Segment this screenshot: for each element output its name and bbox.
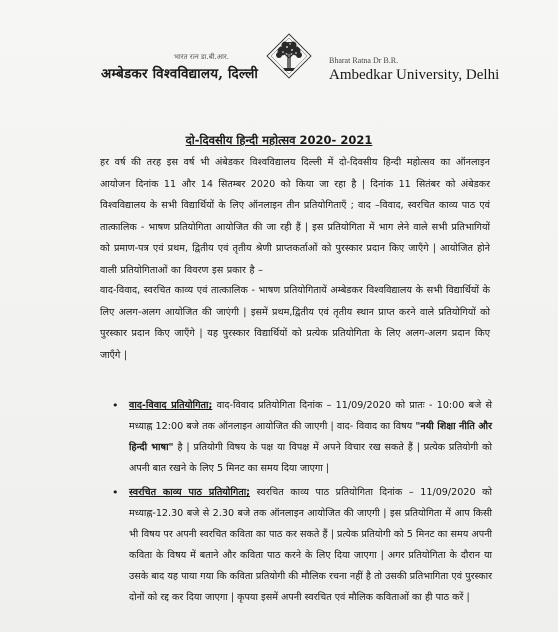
list-item	[112, 395, 492, 479]
english-university-name: Ambedkar University, Delhi	[329, 67, 500, 83]
document-title: दो-दिवसीय हिन्दी महोत्सव 2020- 2021	[185, 133, 373, 147]
poetry-heading: स्वरचित काव्य पाठ प्रतियोगिता;	[129, 487, 251, 498]
debate-text: वाद-विवाद प्रतियोगिता दिनांक – 11/09/2020 को प्रातः - 10:00 बजे से मध्याह्न 12:00 बजे तक ऑनलाइन आयोजित की जाएगी | वाद- विवाद का विषय	[129, 400, 492, 432]
bullet-icon: •	[112, 486, 119, 499]
english-small-header: Bharat Ratna Dr B.R.	[329, 56, 399, 65]
hindi-university-name: अम्बेडकर विश्वविद्यालय, दिल्ली	[101, 66, 259, 82]
debate-topic: "नयी शिक्षा नीति और हिन्दी भाषा"	[129, 421, 492, 453]
hindi-small-header: भारत रत्न डा.बी.आर.	[174, 53, 229, 61]
poetry-text: स्वरचित काव्य पाठ प्रतियोगिता दिनांक – 11/09/2020 को मध्याह्न-12.30 बजे से 2.30 बजे तक ऑनलाइन आयोजित की जाएगी | इस प्रतियोगिता में आप किसी भी विषय पर अपनी स्वरचित कविता का पाठ कर सकते हैं | प्रत्येक प्रतियोगी को 5 मिनट का समय अपनी कविता के विषय में बताने और कविता पाठ करने के लिए दिया जाएगा | अगर प्रतियोगिता के दौरान या उसके बाद यह पाया गया कि कविता प्रतियोगी की मौलिक रचना नहीं है तो उसकी प्रतिभागिता एवं पुरस्कार दोनों को रद्द कर दिया जाएगा | कृपया इसमें अपनी स्वरचित एवं मौलिक कविताओं का ही पाठ करें |	[129, 487, 493, 603]
tree-emblem-icon	[259, 32, 319, 84]
debate-text-end: है | प्रतियोगी विषय के पक्ष या विपक्ष में अपने विचार रख सकते हैं | प्रत्येक प्रतियोगी को अपनी बात रखने के लिए 5 मिनट का समय दिया जाएगा |	[129, 442, 492, 474]
details-paragraph: वाद-विवाद, स्वरचित काव्य एवं तात्कालिक - भाषण प्रतियोगितायें अम्बेडकर विश्वविद्यालय के सभी विद्यार्थियों के लिए अलग-अलग आयोजित की जाएंगी | इसमें प्रथम,द्वितीय एवं तृतीय स्थान प्राप्त करने वाले प्रतियोगियों को पुरस्कार प्रदान किए जाएँगे | यह पुरस्कार विद्यार्थियों को प्रत्येक प्रतियोगिता के लिए अलग-अलग प्रदान किए जाएँगे |	[100, 285, 490, 361]
list-item	[112, 482, 492, 608]
debate-heading: वाद-विवाद प्रतियोगिता;	[129, 400, 213, 411]
intro-paragraph: हर वर्ष की तरह इस वर्ष भी अंबेडकर विश्वविद्यालय दिल्ली में दो-दिवसीय हिन्दी महोत्सव का ऑनलाइन आयोजन दिनांक 11 और 14 सितम्बर 2020 को किया जा रहा है | दिनांक 11 सितंबर को अंबेडकर विश्वविद्यालय के सभी विद्यार्थियों के लिए ऑनलाइन तीन प्रतियोगिताएँ ; वाद –विवाद, स्वरचित काव्य पाठ एवं तात्कालिक - भाषण प्रतियोगिता आयोजित की जा रही हैं | इस प्रतियोगिता में भाग लेने वाले सभी प्रतिभागियों को प्रमाण-पत्र एवं प्रथम, द्वितीय एवं तृतीय श्रेणी प्राप्तकर्ताओं को पुरस्कार प्रदान किए जाएँगे | आयोजित होने वाली प्रतियोगिताओं का विवरण इस प्रकार है –	[100, 157, 490, 276]
competition-list	[112, 395, 492, 608]
bullet-icon: •	[112, 399, 119, 412]
